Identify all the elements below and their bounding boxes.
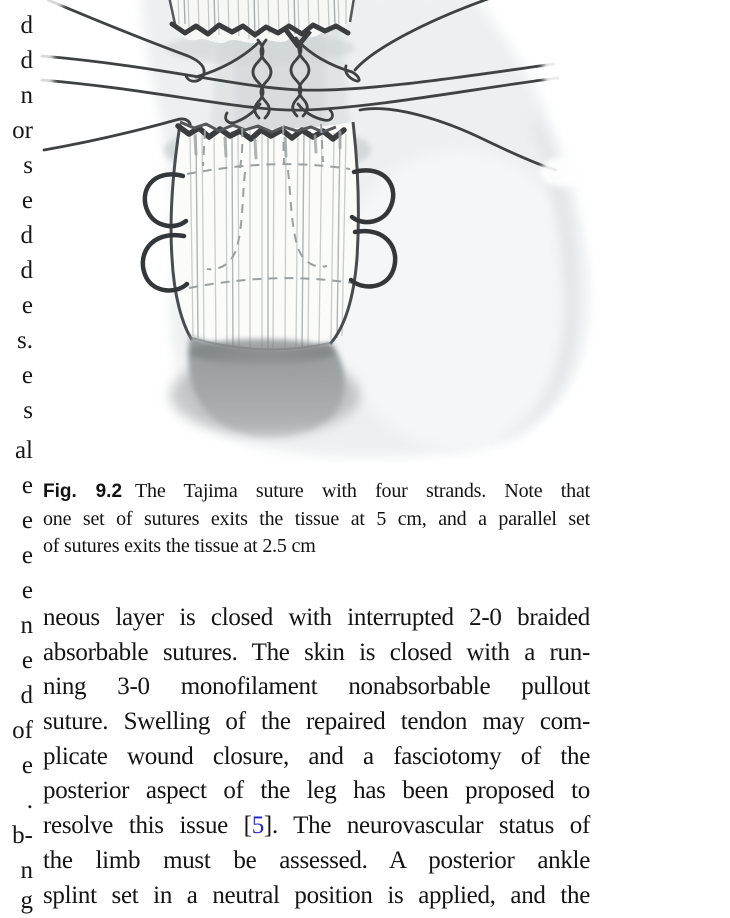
body-line: suture. Swelling of the repaired tendon may com- <box>43 708 590 736</box>
left-column-fragment: s. <box>17 327 33 354</box>
body-line: neous layer is closed with interrupted 2-0 braided <box>43 604 590 631</box>
left-column-fragment: b- <box>12 822 33 849</box>
body-line: posterior aspect of the leg has been proposed to <box>43 777 590 805</box>
left-column-fragment: n <box>20 857 33 884</box>
left-column-fragment: of <box>12 717 33 744</box>
body-paragraph <box>43 601 590 913</box>
figure-9-2 <box>40 0 600 462</box>
caption-line-2: one set of sutures exits the tissue at 5 cm, and a parallel set <box>43 507 590 530</box>
body-line: plicate wound closure, and a fasciotomy of the <box>43 742 590 770</box>
left-column-fragment: e <box>21 362 33 389</box>
left-column-fragment: d <box>20 222 33 249</box>
lower-tendon-stump <box>171 122 358 353</box>
body-line-with-citation <box>43 809 590 844</box>
left-column-fragment: e <box>21 507 33 534</box>
caption-line-3: of sutures exits the tissue at 2.5 cm <box>43 535 316 558</box>
left-column-fragment: e <box>21 542 33 569</box>
citation-link[interactable]: 5 <box>251 812 264 840</box>
left-column-fragment: s <box>23 152 33 179</box>
left-column-fragment: s <box>23 397 33 424</box>
left-column-fragment: n <box>20 612 33 639</box>
left-column-fragment: e <box>21 472 33 499</box>
left-column-fragment: n <box>20 82 33 109</box>
left-column-fragment: d <box>20 12 33 39</box>
figure-caption <box>43 478 590 561</box>
body-line: splint set in a neutral position is applied, and the <box>43 881 590 909</box>
caption-label: Fig. 9.2 <box>43 481 123 502</box>
left-column-fragment: e <box>21 752 33 779</box>
figure-9-2-illustration <box>40 0 600 462</box>
cite-pre-text: resolve this issue [ <box>43 812 252 840</box>
calcaneal-insertion <box>170 336 360 437</box>
caption-text: The Tajima suture with four strands. Note that <box>135 480 590 502</box>
left-column-fragment: g <box>20 887 33 914</box>
cite-post-text: ]. The neurovascular status of <box>263 812 590 840</box>
left-column-fragment: e <box>21 577 33 604</box>
left-column-fragment: e <box>21 292 33 319</box>
left-column-fragment: or <box>12 117 33 144</box>
left-column-fragment: al <box>14 437 33 464</box>
caption-line-1 <box>43 478 590 506</box>
body-line: the limb must be assessed. A posterior ankle <box>43 846 590 874</box>
body-line: ning 3-0 monofilament nonabsorbable pullout <box>43 673 590 701</box>
left-column-fragment: d <box>20 257 33 284</box>
left-column-strip <box>0 0 33 914</box>
left-column-fragment: . <box>26 787 33 814</box>
left-column-fragment: d <box>20 47 33 74</box>
left-column-fragment: d <box>20 682 33 709</box>
left-column-fragment: e <box>21 647 33 674</box>
left-column-fragment: e <box>21 187 33 214</box>
body-line: absorbable sutures. The skin is closed with a run- <box>43 638 590 666</box>
